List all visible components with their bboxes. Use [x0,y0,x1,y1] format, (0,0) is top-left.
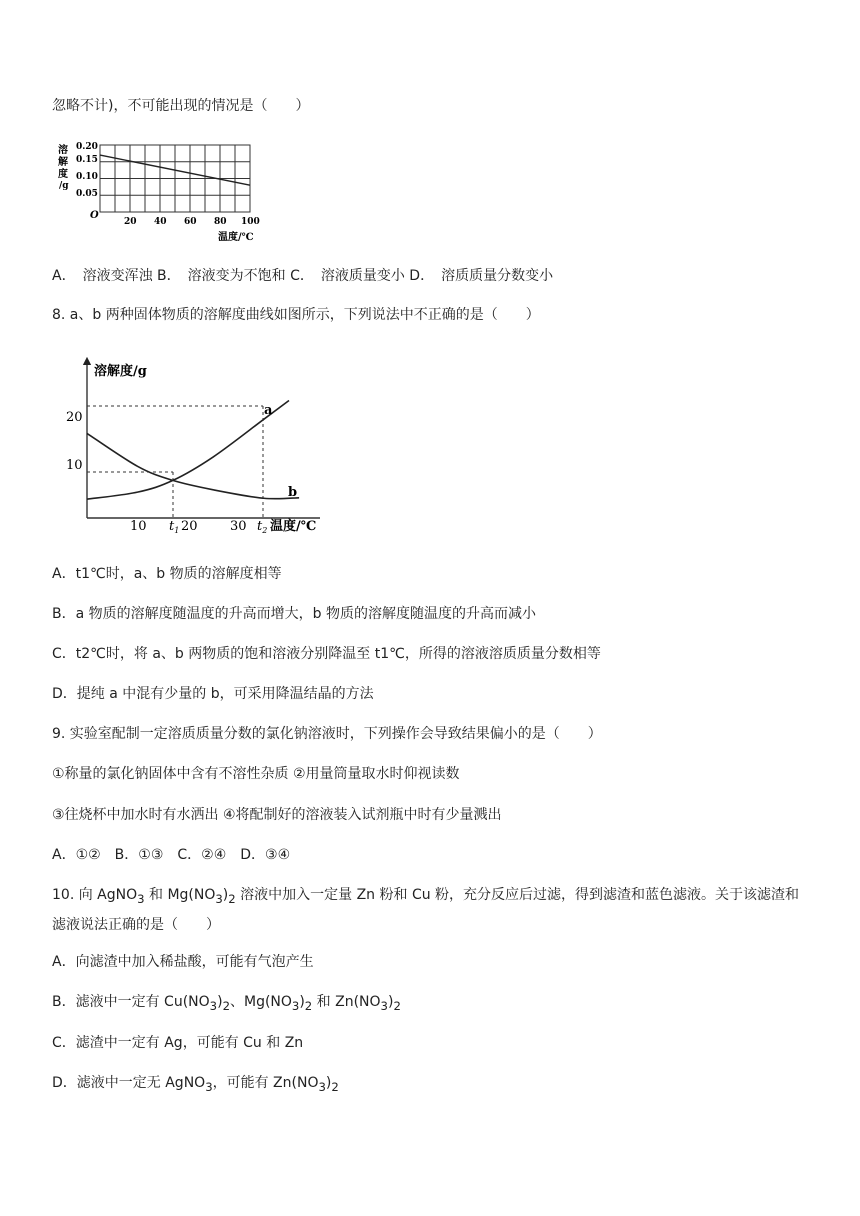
question-10-stem: 10. 向 AgNO$_3$ 和 $Mg(NO_3)_2$ 溶液中加入一定量 Zn 粉和 Cu 粉，充分反应后过滤，得到滤渣和蓝色滤液。关于该滤渣和 滤液说法正确的是（ ） [52,887,800,933]
question-10-option-d: D．滤液中一定无 AgNO$_3$，可能有 $Zn(NO_3)_2$ [52,1075,339,1094]
solubility-chart-1 [52,138,282,248]
chart2-xtick-10: 10 [130,519,147,534]
chart1-xtick-60: 60 [184,217,197,227]
question-7-tail: 忽略不计)，不可能出现的情况是（ ） [52,98,310,114]
chart2-ytick-20: 20 [66,410,83,425]
chart1-ylabel-4: /g [59,181,69,191]
question-9-options: A．①② B．①③ C．②④ D．③④ [52,847,291,863]
question-8-option-a: A．t1℃时，a、b 物质的溶解度相等 [52,566,282,582]
chart2-xlabel: 温度/℃ [270,519,317,534]
question-8-option-c: C．t2℃时，将 a、b 两物质的饱和溶液分别降温至 t1℃，所得的溶液溶质质量分数相等 [52,646,601,662]
question-9-items-2: ③往烧杯中加水时有水洒出 ④将配制好的溶液装入试剂瓶中时有少量溅出 [52,807,502,823]
chart1-xlabel: 温度/℃ [218,232,254,243]
question-8-option-d: D．提纯 a 中混有少量的 b，可采用降温结晶的方法 [52,686,374,702]
chart1-ylabel-3: 度 [58,169,68,180]
question-9-items-1: ①称量的氯化钠固体中含有不溶性杂质 ②用量筒量取水时仰视读数 [52,766,460,782]
chart1-xtick-40: 40 [154,217,167,227]
question-10-option-b: B．滤液中一定有 $Cu(NO_3)_2$、$Mg(NO_3)_2$ 和 $Zn(NO_3)_2$ [52,994,401,1013]
chart2-ylabel: 溶解度/g [94,364,147,379]
chart2-curve-b-label: b [288,485,298,500]
chart1-xtick-100: 100 [241,217,260,227]
chart1-xtick-20: 20 [124,217,137,227]
chart2-t2-label: $t_2$ [257,519,268,535]
chart1-ylabel-1: 溶 [58,145,68,156]
chart1-grid [100,145,250,212]
question-7-options: A． 溶液变浑浊 B． 溶液变为不饱和 C． 溶液质量变小 D． 溶质质量分数变小 [52,268,554,284]
chart1-ylabel-2: 解 [58,157,68,168]
chart1-ytick-0.10: 0.10 [76,172,98,182]
chart1-ytick-0.20: 0.20 [76,142,98,152]
chart2-curve-a-label: a [264,403,273,418]
solubility-chart-2 [58,355,348,535]
chart2-ytick-10: 10 [66,458,83,473]
question-9-stem: 9. 实验室配制一定溶质质量分数的氯化钠溶液时，下列操作会导致结果偏小的是（ ） [52,726,602,742]
chart1-ytick-0.05: 0.05 [76,189,98,199]
chart2-xtick-20: 20 [181,519,198,534]
chart2-guides [87,406,263,518]
question-10-option-a: A．向滤渣中加入稀盐酸，可能有气泡产生 [52,954,314,970]
question-8-stem: 8. a、b 两种固体物质的溶解度曲线如图所示，下列说法中不正确的是（ ） [52,307,540,323]
chart2-t1-label: $t_1$ [169,519,180,535]
chart1-xtick-80: 80 [214,217,227,227]
question-8-option-b: B．a 物质的溶解度随温度的升高而增大，b 物质的溶解度随温度的升高而减小 [52,606,536,622]
chart2-xtick-30: 30 [230,519,247,534]
chart1-origin: O [90,210,99,221]
question-10-option-c: C．滤渣中一定有 Ag，可能有 Cu 和 Zn [52,1035,304,1051]
chart2-curve-b [87,433,299,498]
chart1-ytick-0.15: 0.15 [76,155,98,165]
